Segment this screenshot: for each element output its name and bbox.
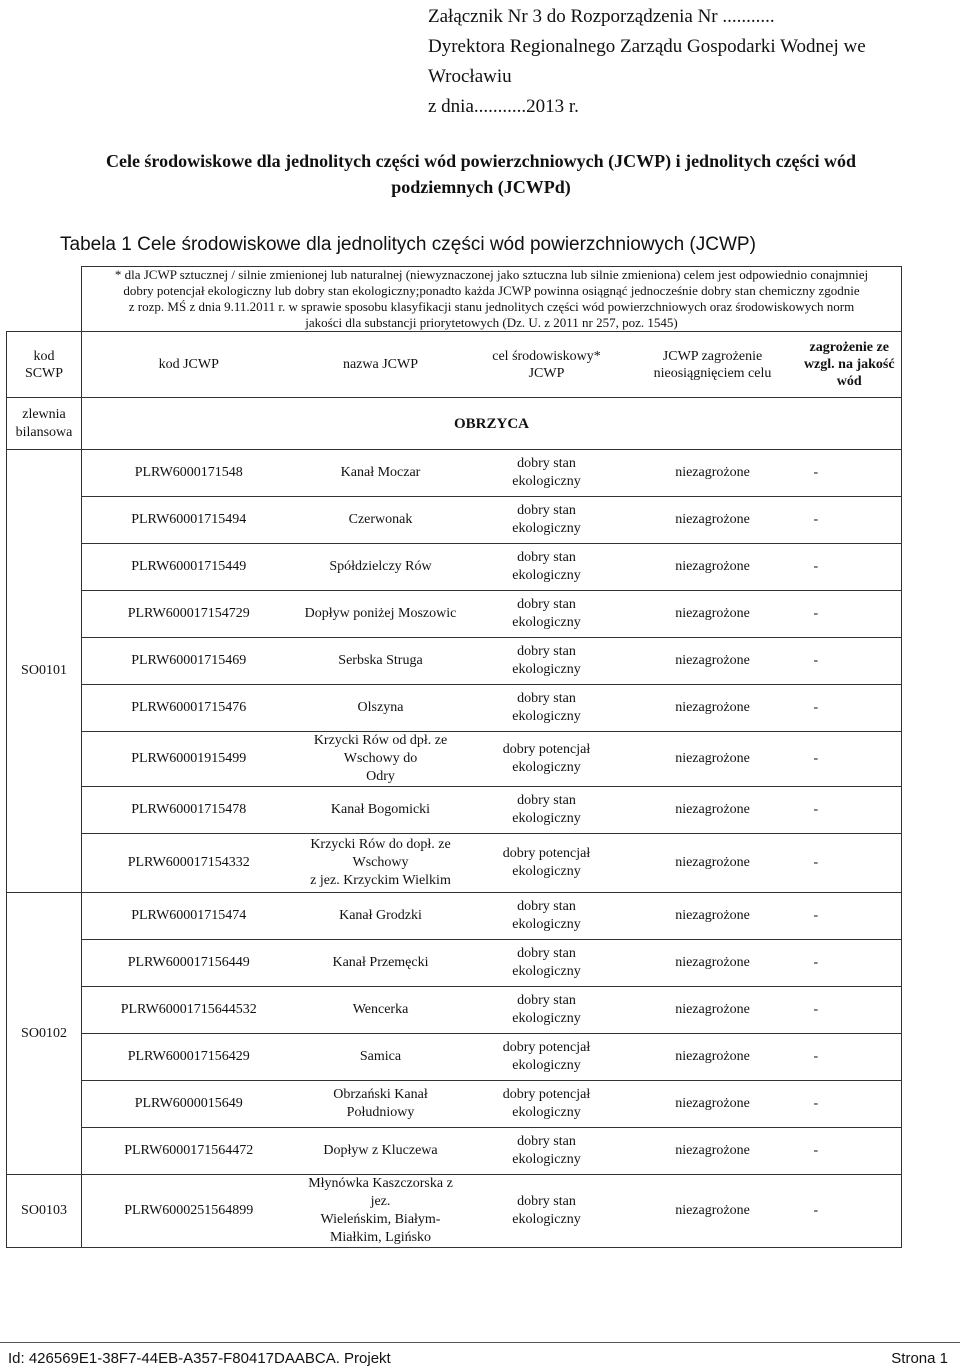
water-quality-risk bbox=[798, 685, 902, 732]
header-text: JCWP bbox=[528, 365, 565, 381]
jcwp-name-text: Obrzański Kanał Południowy bbox=[333, 1087, 428, 1120]
environmental-objective-text: dobry stan bbox=[517, 946, 576, 961]
water-quality-risk bbox=[798, 638, 902, 685]
risk-status-text: niezagrożone bbox=[675, 606, 750, 621]
risk-status-text: niezagrożone bbox=[675, 1096, 750, 1111]
water-quality-risk bbox=[798, 497, 902, 544]
risk-status bbox=[628, 732, 798, 787]
jcwp-name bbox=[296, 1081, 466, 1128]
risk-status-text: niezagrożone bbox=[675, 1002, 750, 1017]
environmental-objective bbox=[466, 544, 628, 591]
footnote bbox=[82, 267, 902, 332]
environmental-objective-text: ekologiczny bbox=[512, 1011, 581, 1026]
risk-status-text: niezagrożone bbox=[675, 1143, 750, 1158]
environmental-objective bbox=[466, 638, 628, 685]
risk-status bbox=[628, 450, 798, 497]
header-text: kod JCWP bbox=[158, 357, 219, 372]
jcwp-name-text: Dopływ z Kluczewa bbox=[323, 1143, 438, 1158]
jcwp-name-text: Serbska Struga bbox=[338, 653, 423, 668]
table-row bbox=[7, 685, 902, 732]
risk-status bbox=[628, 1081, 798, 1128]
risk-status-text: niezagrożone bbox=[675, 908, 750, 923]
risk-status bbox=[628, 1128, 798, 1175]
jcwp-name bbox=[296, 893, 466, 940]
risk-status-text: niezagrożone bbox=[675, 751, 750, 766]
risk-status-text: niezagrożone bbox=[675, 855, 750, 870]
header-line: Wrocławiu bbox=[428, 66, 512, 87]
header-text: cel środowiskowy* bbox=[492, 348, 601, 364]
footnote-line: * dla JCWP sztucznej / silnie zmienionej lub naturalnej (niewyznaczonej jako sztuczna lub silnie zmieniona) celem jest odpowiednio conajmniej bbox=[114, 267, 869, 282]
water-quality-risk-text: - bbox=[813, 512, 819, 527]
water-quality-risk-text: - bbox=[813, 1143, 819, 1158]
risk-status bbox=[628, 987, 798, 1034]
jcwp-code bbox=[82, 1175, 296, 1248]
risk-status bbox=[628, 893, 798, 940]
water-quality-risk bbox=[798, 940, 902, 987]
risk-status bbox=[628, 638, 798, 685]
jcwp-name-text: Odry bbox=[366, 769, 395, 784]
footer-divider bbox=[0, 1342, 960, 1343]
header-text: wód bbox=[836, 374, 862, 389]
jcwp-code-text: PLRW600017156449 bbox=[127, 955, 250, 970]
jcwp-name-text: Wencerka bbox=[352, 1002, 409, 1017]
scwp-code: SO0103 bbox=[7, 1175, 82, 1248]
jcwp-code bbox=[82, 685, 296, 732]
risk-status-text: niezagrożone bbox=[675, 559, 750, 574]
jcwp-code-text: PLRW600017156429 bbox=[127, 1049, 250, 1064]
environmental-objective-text: ekologiczny bbox=[512, 709, 581, 724]
environmental-objective bbox=[466, 940, 628, 987]
environmental-objective bbox=[466, 1128, 628, 1175]
environmental-objective-text: dobry stan bbox=[517, 644, 576, 659]
environmental-objective bbox=[466, 591, 628, 638]
environmental-objective-text: ekologiczny bbox=[512, 474, 581, 489]
environmental-objective-text: ekologiczny bbox=[512, 964, 581, 979]
jcwp-name-text: Kanał Grodzki bbox=[339, 908, 422, 923]
risk-status bbox=[628, 787, 798, 834]
environmental-objective-text: dobry stan bbox=[517, 793, 576, 808]
title-line: podziemnych (JCWPd) bbox=[391, 177, 571, 197]
environmental-objective-text: ekologiczny bbox=[512, 917, 581, 932]
water-quality-risk-text: - bbox=[813, 1049, 819, 1064]
water-quality-risk-text: - bbox=[813, 908, 819, 923]
jcwp-code bbox=[82, 987, 296, 1034]
jcwp-code-text: PLRW60001715644532 bbox=[120, 1002, 257, 1017]
table-row bbox=[7, 893, 902, 940]
water-quality-risk bbox=[798, 732, 902, 787]
header-text: nieosiągnięciem celu bbox=[653, 365, 772, 381]
jcwp-code-text: PLRW60001915499 bbox=[131, 751, 247, 766]
water-quality-risk-text: - bbox=[813, 955, 819, 970]
column-header-zagrozenie bbox=[628, 332, 798, 398]
header-line: z dnia...........2013 r. bbox=[428, 96, 579, 117]
jcwp-name-text: Młynówka Kaszczorska z jez. bbox=[308, 1176, 453, 1209]
environmental-objective bbox=[466, 787, 628, 834]
document-title bbox=[40, 148, 922, 200]
jcwp-code bbox=[82, 591, 296, 638]
risk-status-text: niezagrożone bbox=[675, 700, 750, 715]
basin-label-text: zlewnia bbox=[22, 406, 66, 422]
footnote-line: dobry potencjał ekologiczny lub dobry stan ekologiczny;ponadto każda JCWP powinna osiągnąć jednocześnie dobry stan chemiczny zgodnie bbox=[123, 283, 860, 298]
environmental-objective bbox=[466, 893, 628, 940]
risk-status-text: niezagrożone bbox=[675, 1049, 750, 1064]
water-quality-risk-text: - bbox=[813, 855, 819, 870]
jcwp-name-text: Kanał Przemęcki bbox=[332, 955, 429, 970]
water-quality-risk bbox=[798, 591, 902, 638]
jcwp-code bbox=[82, 638, 296, 685]
environmental-objective bbox=[466, 732, 628, 787]
jcwp-code bbox=[82, 732, 296, 787]
jcwp-name bbox=[296, 544, 466, 591]
risk-status-text: niezagrożone bbox=[675, 465, 750, 480]
jcwp-code bbox=[82, 544, 296, 591]
environmental-objective-text: dobry potencjał bbox=[502, 742, 591, 757]
risk-status-text: niezagrożone bbox=[675, 653, 750, 668]
jcwp-code-text: PLRW6000015649 bbox=[134, 1096, 243, 1111]
jcwp-name bbox=[296, 834, 466, 893]
environmental-objective bbox=[466, 1081, 628, 1128]
jcwp-name-text: Kanał Bogomicki bbox=[330, 802, 431, 817]
jcwp-code bbox=[82, 1128, 296, 1175]
table-row bbox=[7, 638, 902, 685]
table-row bbox=[7, 987, 902, 1034]
table-row bbox=[7, 497, 902, 544]
environmental-objective-text: ekologiczny bbox=[512, 1105, 581, 1120]
water-quality-risk bbox=[798, 450, 902, 497]
water-quality-risk bbox=[798, 893, 902, 940]
risk-status bbox=[628, 544, 798, 591]
river-name: OBRZYCA bbox=[82, 398, 902, 450]
environmental-objective-text: dobry stan bbox=[517, 503, 576, 518]
jcwp-name-text: Krzycki Rów do dopł. ze Wschowy bbox=[310, 837, 451, 870]
environmental-objective bbox=[466, 450, 628, 497]
water-quality-risk-text: - bbox=[813, 802, 819, 817]
environmental-objective-text: dobry stan bbox=[517, 993, 576, 1008]
table-caption: Tabela 1 Cele środowiskowe dla jednolitych części wód powierzchniowych (JCWP) bbox=[60, 234, 756, 255]
jcwp-code bbox=[82, 1034, 296, 1081]
column-header-kod-jcwp bbox=[82, 332, 296, 398]
water-quality-risk-text: - bbox=[813, 700, 819, 715]
jcwp-code bbox=[82, 940, 296, 987]
risk-status-text: niezagrożone bbox=[675, 512, 750, 527]
jcwp-code-text: PLRW60001715494 bbox=[131, 512, 247, 527]
risk-status bbox=[628, 1175, 798, 1248]
header-text: kod bbox=[33, 348, 55, 364]
jcwp-code-text: PLRW6000171548 bbox=[134, 465, 243, 480]
risk-status bbox=[628, 1034, 798, 1081]
jcwp-code-text: PLRW6000171564472 bbox=[124, 1143, 254, 1158]
basin-label-text: bilansowa bbox=[15, 424, 73, 440]
table-row bbox=[7, 1175, 902, 1248]
table-row bbox=[7, 1081, 902, 1128]
risk-status-text: niezagrożone bbox=[675, 802, 750, 817]
jcwp-name bbox=[296, 787, 466, 834]
jcwp-name-text: z jez. Krzyckim Wielkim bbox=[310, 873, 451, 888]
table-row bbox=[7, 834, 902, 893]
table-row bbox=[7, 787, 902, 834]
header-text: JCWP zagrożenie bbox=[662, 348, 763, 364]
risk-status bbox=[628, 940, 798, 987]
scwp-code: SO0102 bbox=[7, 893, 82, 1175]
water-quality-risk bbox=[798, 987, 902, 1034]
jcwp-name bbox=[296, 497, 466, 544]
jcwp-name bbox=[296, 685, 466, 732]
environmental-objective-text: dobry stan bbox=[517, 1134, 576, 1149]
table-row bbox=[7, 544, 902, 591]
risk-status bbox=[628, 685, 798, 732]
environmental-objective-text: dobry potencjał bbox=[502, 1040, 591, 1055]
jcwp-code bbox=[82, 497, 296, 544]
environmental-objective-text: dobry stan bbox=[517, 691, 576, 706]
environmental-objective bbox=[466, 497, 628, 544]
environmental-objective-text: ekologiczny bbox=[512, 1058, 581, 1073]
jcwp-code bbox=[82, 893, 296, 940]
jcwp-code-text: PLRW60001715449 bbox=[131, 559, 247, 574]
environmental-objective bbox=[466, 685, 628, 732]
header-line: Załącznik Nr 3 do Rozporządzenia Nr ........... bbox=[428, 6, 775, 27]
environmental-objective bbox=[466, 1175, 628, 1248]
jcwp-name-text: Czerwonak bbox=[348, 512, 413, 527]
environmental-objective-text: ekologiczny bbox=[512, 1152, 581, 1167]
water-quality-risk-text: - bbox=[813, 653, 819, 668]
jcwp-name-text: Samica bbox=[359, 1049, 402, 1064]
environmental-objective bbox=[466, 987, 628, 1034]
water-quality-risk bbox=[798, 1175, 902, 1248]
jcwp-code bbox=[82, 1081, 296, 1128]
header-line: Dyrektora Regionalnego Zarządu Gospodarki Wodnej we bbox=[428, 36, 866, 57]
environmental-objective-text: ekologiczny bbox=[512, 760, 581, 775]
environmental-objective-text: dobry stan bbox=[517, 550, 576, 565]
jcwp-name-text: Olszyna bbox=[357, 700, 404, 715]
environmental-objective-text: ekologiczny bbox=[512, 568, 581, 583]
water-quality-risk-text: - bbox=[813, 751, 819, 766]
jcwp-code-text: PLRW60001715476 bbox=[131, 700, 247, 715]
header-text: SCWP bbox=[24, 365, 64, 381]
jcwp-name bbox=[296, 450, 466, 497]
table-row bbox=[7, 732, 902, 787]
header-text: nazwa JCWP bbox=[342, 357, 419, 372]
environmental-objective-text: ekologiczny bbox=[512, 864, 581, 879]
table-row bbox=[7, 591, 902, 638]
risk-status-text: niezagrożone bbox=[675, 1203, 750, 1218]
table-row bbox=[7, 1034, 902, 1081]
water-quality-risk bbox=[798, 1034, 902, 1081]
jcwp-code-text: PLRW6000251564899 bbox=[124, 1203, 254, 1218]
jcwp-name bbox=[296, 591, 466, 638]
environmental-objective-text: dobry potencjał bbox=[502, 1087, 591, 1102]
footnote-line: jakości dla substancji priorytetowych (Dz. U. z 2011 nr 257, poz. 1545) bbox=[305, 315, 678, 330]
document-header bbox=[428, 2, 866, 122]
jcwp-code-text: PLRW600017154332 bbox=[127, 855, 250, 870]
column-header-kod-scwp bbox=[7, 332, 82, 398]
footnote-line: z rozp. MŚ z dnia 9.11.2011 r. w sprawie sposobu klasyfikacji stanu jednolitych części wód powierzchniowych oraz środowiskowych norm bbox=[128, 299, 855, 314]
environmental-objective-text: ekologiczny bbox=[512, 1212, 581, 1227]
water-quality-risk-text: - bbox=[813, 606, 819, 621]
jcwp-name bbox=[296, 638, 466, 685]
risk-status bbox=[628, 834, 798, 893]
jcwp-name bbox=[296, 732, 466, 787]
water-quality-risk bbox=[798, 544, 902, 591]
risk-status-text: niezagrożone bbox=[675, 955, 750, 970]
jcwp-name-text: Spółdzielczy Rów bbox=[329, 559, 432, 574]
basin-label bbox=[7, 398, 82, 450]
jcwp-code bbox=[82, 787, 296, 834]
jcwp-name-text: Wieleńskim, Białym-Miałkim, Lgińsko bbox=[320, 1212, 441, 1245]
objectives-table bbox=[6, 266, 902, 1248]
jcwp-name bbox=[296, 1175, 466, 1248]
environmental-objective bbox=[466, 834, 628, 893]
environmental-objective-text: ekologiczny bbox=[512, 662, 581, 677]
page-number: Strona 1 bbox=[891, 1350, 948, 1367]
jcwp-code-text: PLRW60001715478 bbox=[131, 802, 247, 817]
water-quality-risk bbox=[798, 1128, 902, 1175]
risk-status bbox=[628, 591, 798, 638]
scwp-code: SO0101 bbox=[7, 450, 82, 893]
environmental-objective-text: dobry potencjał bbox=[502, 846, 591, 861]
jcwp-name-text: Dopływ poniżej Moszowic bbox=[304, 606, 457, 621]
water-quality-risk-text: - bbox=[813, 465, 819, 480]
environmental-objective-text: dobry stan bbox=[517, 456, 576, 471]
jcwp-name-text: Kanał Moczar bbox=[340, 465, 421, 480]
water-quality-risk-text: - bbox=[813, 1096, 819, 1111]
jcwp-name-text: Krzycki Rów od dpł. ze Wschowy do bbox=[313, 733, 448, 766]
jcwp-code-text: PLRW60001715474 bbox=[131, 908, 247, 923]
column-header-cel bbox=[466, 332, 628, 398]
water-quality-risk-text: - bbox=[813, 1002, 819, 1017]
environmental-objective-text: ekologiczny bbox=[512, 521, 581, 536]
jcwp-name bbox=[296, 987, 466, 1034]
column-header-nazwa-jcwp bbox=[296, 332, 466, 398]
water-quality-risk bbox=[798, 1081, 902, 1128]
document-id: Id: 426569E1-38F7-44EB-A357-F80417DAABCA. Projekt bbox=[8, 1350, 391, 1367]
water-quality-risk bbox=[798, 834, 902, 893]
risk-status bbox=[628, 497, 798, 544]
column-header-jakosc bbox=[798, 332, 902, 398]
jcwp-code bbox=[82, 834, 296, 893]
environmental-objective-text: dobry stan bbox=[517, 899, 576, 914]
environmental-objective-text: ekologiczny bbox=[512, 811, 581, 826]
table-row bbox=[7, 940, 902, 987]
jcwp-code-text: PLRW60001715469 bbox=[131, 653, 247, 668]
environmental-objective bbox=[466, 1034, 628, 1081]
jcwp-name bbox=[296, 940, 466, 987]
water-quality-risk-text: - bbox=[813, 1203, 819, 1218]
jcwp-code bbox=[82, 450, 296, 497]
title-line: Cele środowiskowe dla jednolitych części wód powierzchniowych (JCWP) i jednolitych części wód bbox=[105, 151, 857, 171]
water-quality-risk-text: - bbox=[813, 559, 819, 574]
jcwp-code-text: PLRW600017154729 bbox=[127, 606, 250, 621]
environmental-objective-text: dobry stan bbox=[517, 597, 576, 612]
jcwp-name bbox=[296, 1034, 466, 1081]
table-row bbox=[7, 450, 902, 497]
water-quality-risk bbox=[798, 787, 902, 834]
jcwp-name bbox=[296, 1128, 466, 1175]
header-text: zagrożenie ze bbox=[809, 340, 889, 355]
environmental-objective-text: ekologiczny bbox=[512, 615, 581, 630]
table-row bbox=[7, 1128, 902, 1175]
header-text: wzgl. na jakość bbox=[803, 357, 895, 372]
environmental-objective-text: dobry stan bbox=[517, 1194, 576, 1209]
